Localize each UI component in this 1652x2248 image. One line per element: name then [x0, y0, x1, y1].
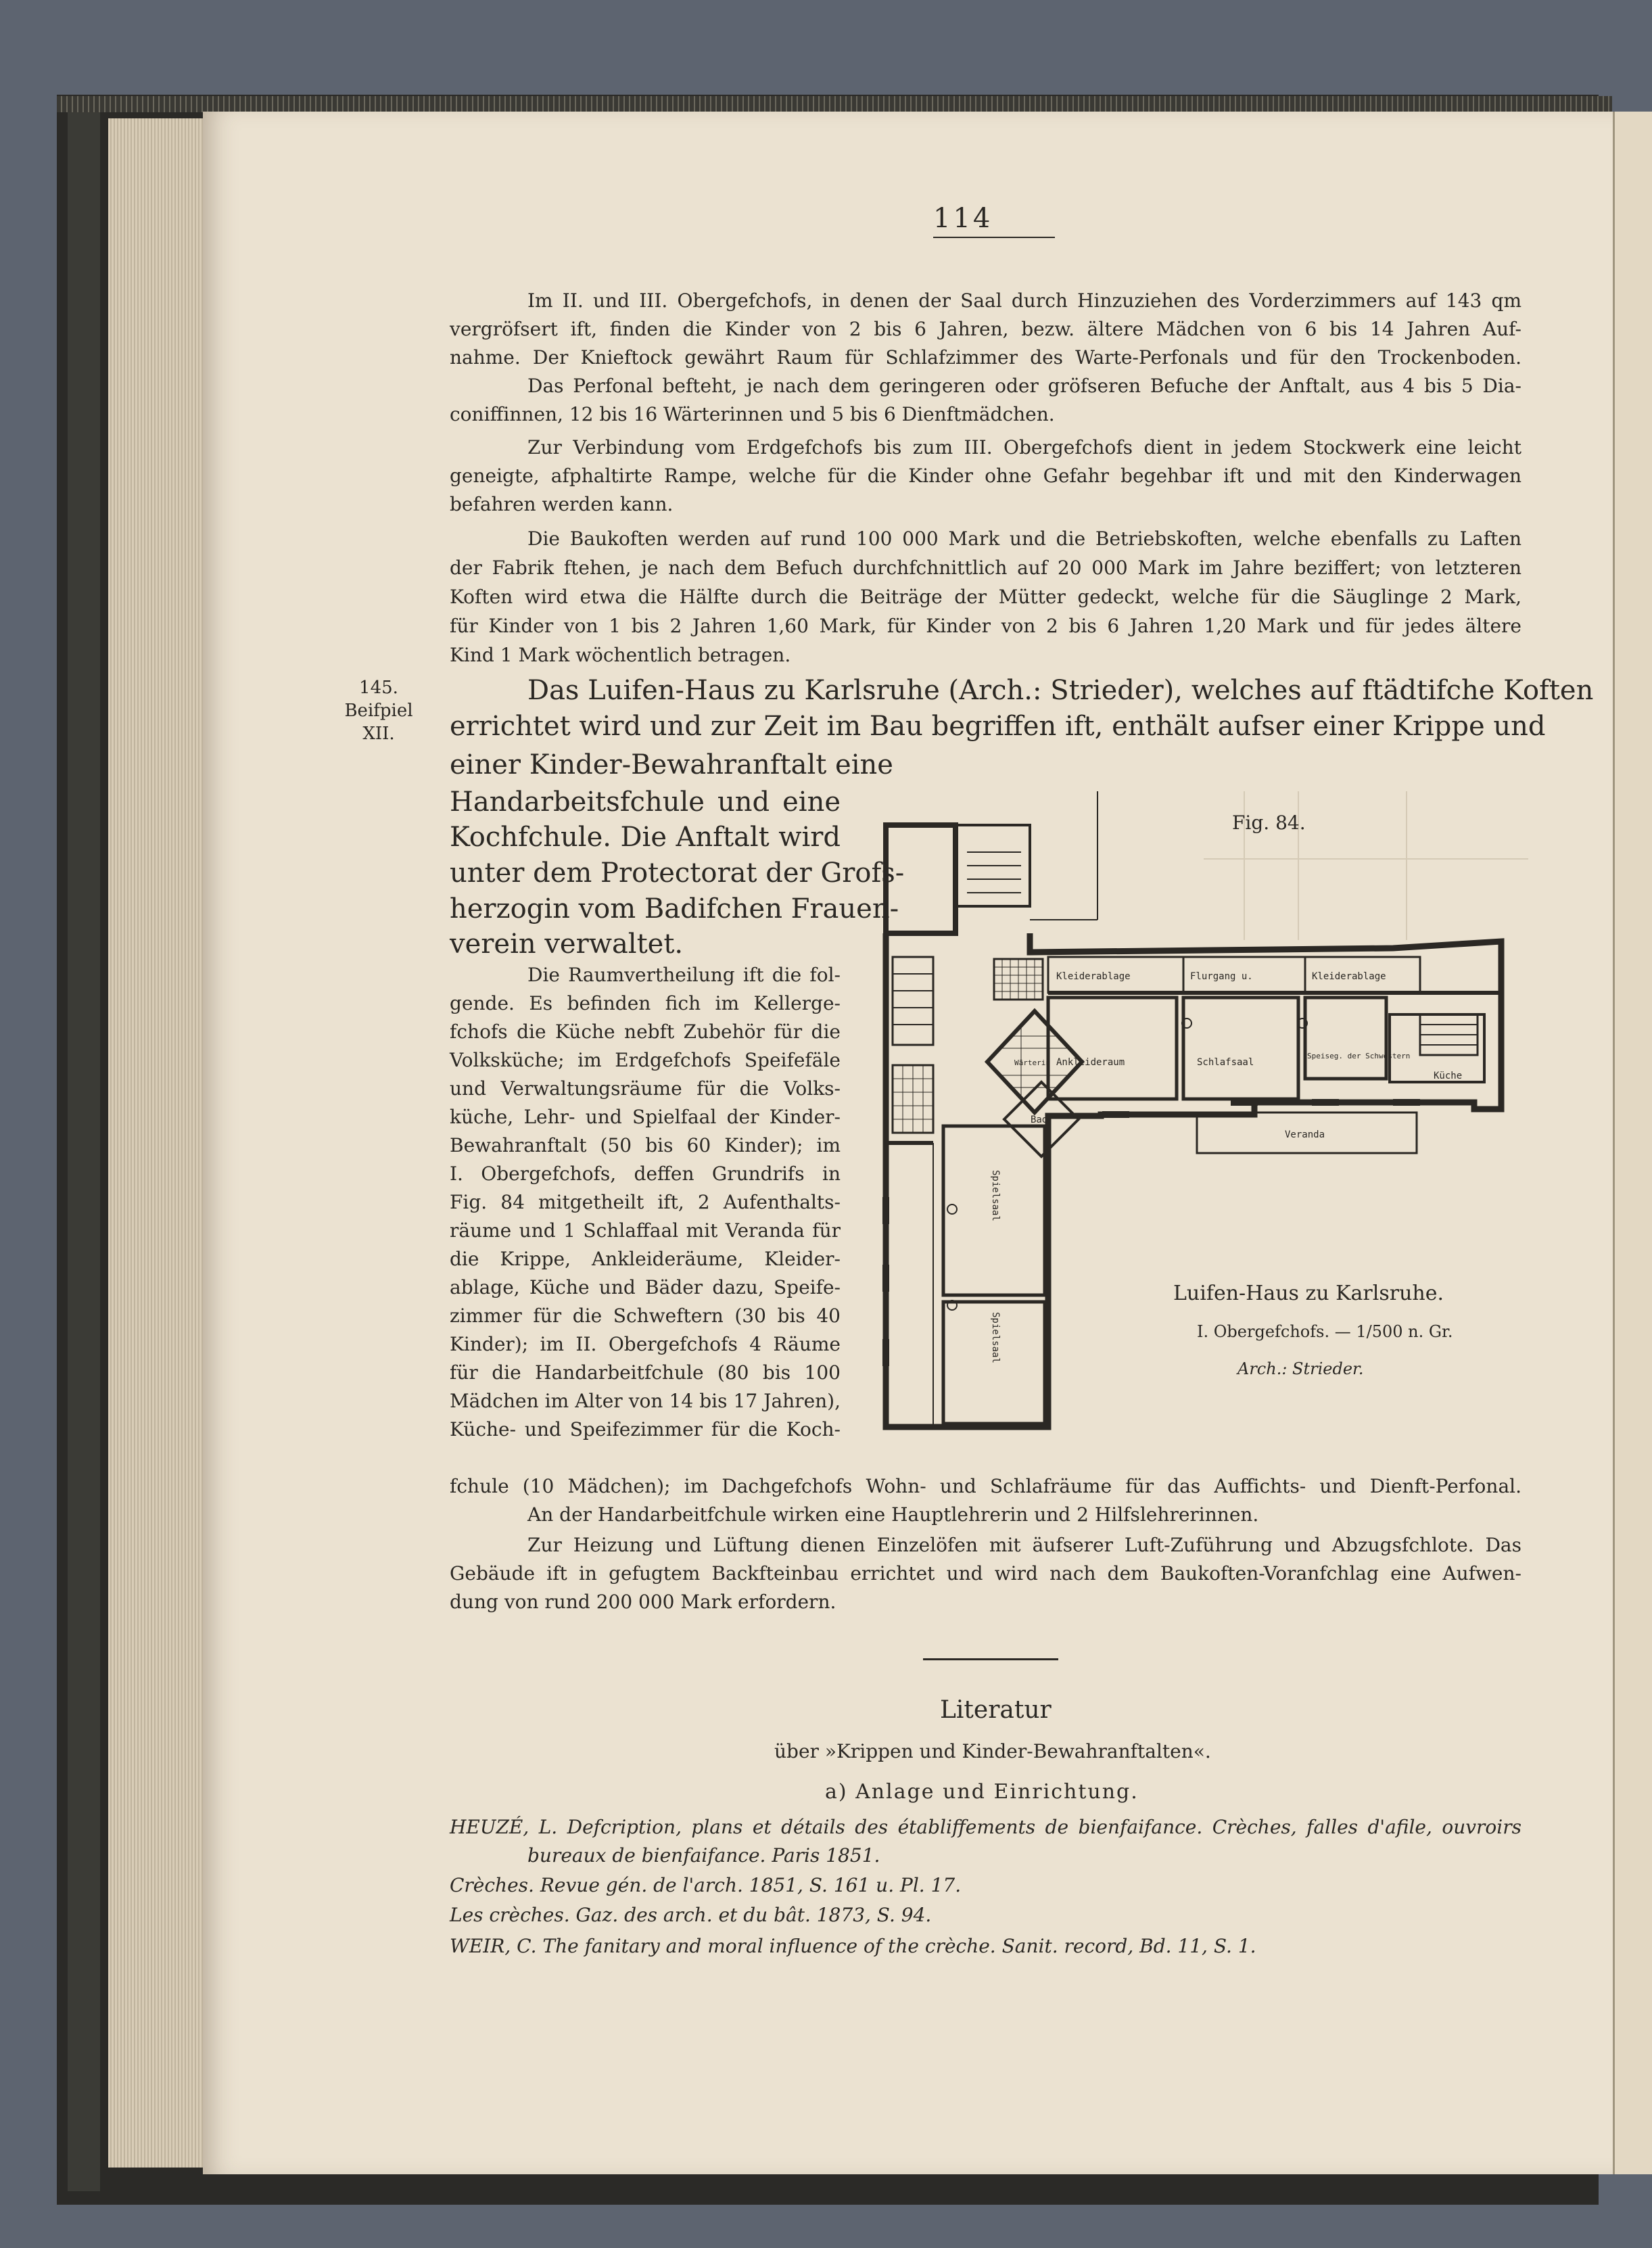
text-line-large: einer Kinder-Bewahranftalt eine: [450, 749, 893, 780]
text-line: dung von rund 200 000 Mark erfordern.: [450, 1591, 836, 1613]
column-line: Bewahranftalt (50 bis 60 Kinder); im: [450, 1134, 841, 1156]
text-line-large: herzogin vom Badifchen Frauen-: [450, 893, 899, 924]
figure-caption-scale: I. Obergefchofs. — 1/500 n. Gr.: [1197, 1322, 1453, 1341]
literature-entry: HEUZÉ, L. Defcription, plans et détails des établiffements de bienfaifance. Crèches, falles d'afile, ouvroirs: [450, 1816, 1521, 1838]
margin-note-label: Beifpiel: [344, 701, 413, 721]
page-number: 114: [933, 203, 993, 234]
text-line: für Kinder von 1 bis 2 Jahren 1,60 Mark, für Kinder von 2 bis 6 Jahren 1,20 Mark und für jedes ältere: [450, 615, 1521, 637]
section-rule: [923, 1658, 1058, 1660]
text-line: Die Baukoften werden auf rund 100 000 Mark und die Betriebskoften, welche ebenfalls zu Laften: [527, 528, 1521, 550]
room-label: Spielsaal: [990, 1312, 1001, 1363]
literature-entry: bureaux de bienfaifance. Paris 1851.: [527, 1844, 880, 1867]
text-line: geneigte, afphaltirte Rampe, welche für die Kinder ohne Gefahr begehbar ift und mit den Kinderwagen: [450, 465, 1521, 487]
text-line: vergröfsert ift, finden die Kinder von 2 bis 6 Jahren, bezw. ältere Mädchen von 6 bis 14 Jahren Auf-: [450, 318, 1521, 340]
column-line: Fig. 84 mitgetheilt ift, 2 Aufenthalts-: [450, 1191, 841, 1213]
room-label: Bad: [1031, 1115, 1048, 1125]
text-line-large: Handarbeitsfchule und eine: [450, 787, 841, 818]
literature-entry: Crèches. Revue gén. de l'arch. 1851, S. 161 u. Pl. 17.: [450, 1874, 962, 1896]
floor-plan-figure: [879, 791, 1528, 1434]
text-line: An der Handarbeitfchule wirken eine Hauptlehrerin und 2 Hilfslehrerinnen.: [527, 1503, 1259, 1526]
text-line: nahme. Der Knieftock gewährt Raum für Schlafzimmer des Warte-Perfonals und für den Trockenboden.: [450, 346, 1521, 369]
column-line: und Verwaltungsräume für die Volks-: [450, 1077, 841, 1100]
margin-note-roman: XII.: [362, 724, 395, 744]
column-line: Volksküche; im Erdgefchofs Speifefäle: [450, 1049, 841, 1071]
text-line-large: Kochfchule. Die Anftalt wird: [450, 822, 841, 853]
text-line: befahren werden kann.: [450, 493, 674, 515]
column-line: gende. Es befinden fich im Kellerge-: [450, 992, 841, 1014]
text-line: Zur Heizung und Lüftung dienen Einzelöfen mit äufserer Luft-Zuführung und Abzugsfchlote. Das: [527, 1534, 1521, 1556]
binding-strip: [57, 96, 1612, 112]
text-line-large: errichtet wird und zur Zeit im Bau begriffen ift, enthält aufser einer Krippe und: [450, 711, 1546, 742]
text-line: Zur Verbindung vom Erdgefchofs bis zum III. Obergefchofs dient in jedem Stockwerk eine leicht: [527, 436, 1521, 459]
column-line: fchofs die Küche nebft Zubehör für die: [450, 1021, 841, 1043]
room-label: Kleiderablage: [1312, 971, 1386, 982]
text-line-large: verein verwaltet.: [450, 929, 684, 960]
column-line: ablage, Küche und Bäder dazu, Speife-: [450, 1276, 841, 1298]
margin-note-number: 145.: [359, 678, 398, 698]
text-line: Kind 1 Mark wöchentlich betragen.: [450, 644, 791, 666]
text-line: Im II. und III. Obergefchofs, in denen der Saal durch Hinzuziehen des Vorderzimmers auf 143 qm: [527, 289, 1521, 312]
figure-caption-arch: Arch.: Strieder.: [1237, 1359, 1364, 1378]
room-label: Wärterin: [1014, 1058, 1050, 1067]
column-line: I. Obergefchofs, deffen Grundrifs in: [450, 1163, 841, 1185]
figure-caption-title: Luifen-Haus zu Karlsruhe.: [1173, 1282, 1444, 1305]
column-line: Die Raumvertheilung ift die fol-: [527, 964, 841, 986]
room-label: Schlafsaal: [1197, 1057, 1254, 1068]
column-line: Mädchen im Alter von 14 bis 17 Jahren),: [450, 1390, 841, 1412]
text-line: Gebäude ift in gefugtem Backfteinbau errichtet und wird nach dem Baukoften-Voranfchlag eine Aufwen-: [450, 1562, 1521, 1585]
text-line-large: Das Luifen-Haus zu Karlsruhe (Arch.: Strieder), welches auf ftädtifche Koften: [527, 675, 1594, 706]
room-label: Flurgang u.: [1190, 971, 1253, 982]
room-label: Veranda: [1285, 1129, 1325, 1140]
literature-subtitle: über »Krippen und Kinder-Bewahranftalten«.: [774, 1740, 1211, 1762]
column-line: Kinder); im II. Obergefchofs 4 Räume: [450, 1333, 841, 1355]
literature-section: a) Anlage und Einrichtung.: [825, 1780, 1139, 1804]
margin-note: [338, 676, 419, 745]
column-line: Küche- und Speifezimmer für die Koch-: [450, 1418, 841, 1441]
text-line: coniffinnen, 12 bis 16 Wärterinnen und 5 bis 6 Dienftmädchen.: [450, 403, 1055, 425]
literature-title: Literatur: [940, 1696, 1052, 1724]
room-label: Kleiderablage: [1056, 971, 1131, 982]
room-label: Ankleideraum: [1056, 1057, 1125, 1068]
column-line: küche, Lehr- und Spielfaal der Kinder-: [450, 1106, 841, 1128]
literature-entry: WEIR, C. The fanitary and moral influence of the crèche. Sanit. record, Bd. 11, S. 1.: [450, 1935, 1256, 1957]
column-line: zimmer für die Schweftern (30 bis 40: [450, 1305, 841, 1327]
text-line: fchule (10 Mädchen); im Dachgefchofs Wohn- und Schlafräume für das Auffichts- und Dienft-Perfonal.: [450, 1475, 1521, 1497]
column-line: für die Handarbeitfchule (80 bis 100: [450, 1361, 841, 1384]
figure-label: Fig. 84.: [1232, 812, 1306, 834]
column-line: die Krippe, Ankleideräume, Kleider-: [450, 1248, 841, 1270]
text-line-large: unter dem Protectorat der Grofs-: [450, 858, 905, 889]
room-label: Speiseg. der Schwestern: [1307, 1052, 1411, 1060]
page-edges: [108, 118, 210, 2168]
text-line: Koften wird etwa die Hälfte durch die Beiträge der Mütter gedeckt, welche für die Säuglinge 2 Mark,: [450, 586, 1521, 608]
column-line: räume und 1 Schlaffaal mit Veranda für: [450, 1219, 841, 1242]
room-label: Küche: [1434, 1071, 1463, 1081]
literature-entry: Les crèches. Gaz. des arch. et du bât. 1873, S. 94.: [450, 1904, 932, 1926]
text-line: Das Perfonal befteht, je nach dem geringeren oder gröfseren Befuche der Anftalt, aus 4 bis 5 Dia-: [527, 375, 1521, 397]
text-line: der Fabrik ftehen, je nach dem Befuch durchfchnittlich auf 20 000 Mark im Jahre beziffert; von letzteren: [450, 557, 1521, 579]
page-number-rule: [933, 237, 1055, 238]
book-spine: [68, 108, 100, 2191]
next-page-edge: [1613, 112, 1652, 2174]
room-label: Spielsaal: [990, 1170, 1001, 1221]
